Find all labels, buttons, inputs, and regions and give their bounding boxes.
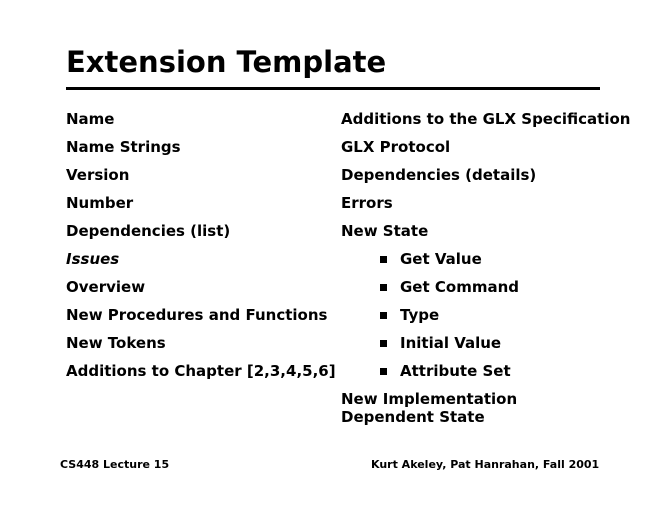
sub-item-get-command [341, 278, 631, 306]
list-item-new-impl-dependent-state: New Implementation Dependent State [341, 390, 518, 426]
sub-item-label: Get Value [400, 250, 482, 268]
sub-item-initial-value [341, 334, 631, 362]
list-item-new-tokens: New Tokens [66, 334, 166, 352]
sub-item-attribute-set [341, 362, 631, 390]
slide-title: Extension Template [66, 45, 387, 79]
list-item-name-strings: Name Strings [66, 138, 181, 156]
sub-item-label: Attribute Set [400, 362, 511, 380]
list-item-new-procedures: New Procedures and Functions [66, 306, 328, 324]
list-item-additions-to-chapter: Additions to Chapter [2,3,4,5,6] [66, 362, 336, 380]
list-item-version: Version [66, 166, 130, 184]
sub-item-label: Get Command [400, 278, 519, 296]
list-item-glx-protocol: GLX Protocol [341, 138, 451, 156]
square-bullet-icon [380, 284, 387, 291]
square-bullet-icon [380, 340, 387, 347]
sub-item-get-value [341, 250, 631, 278]
list-item-new-state: New State [341, 222, 429, 240]
sub-item-label: Type [400, 306, 440, 324]
footer-authors: Kurt Akeley, Pat Hanrahan, Fall 2001 [371, 458, 600, 471]
square-bullet-icon [380, 368, 387, 375]
square-bullet-icon [380, 312, 387, 319]
sub-item-label: Initial Value [400, 334, 502, 352]
list-item-glx-spec: Additions to the GLX Specification [341, 110, 631, 128]
footer-course: CS448 Lecture 15 [60, 458, 170, 471]
list-item-dependencies-list: Dependencies (list) [66, 222, 231, 240]
list-item-name: Name [66, 110, 115, 128]
list-item-errors: Errors [341, 194, 393, 212]
title-divider [66, 87, 600, 90]
list-item-dependencies-details: Dependencies (details) [341, 166, 537, 184]
sub-item-type [341, 306, 631, 334]
list-item-overview: Overview [66, 278, 146, 296]
right-column-list [341, 110, 631, 426]
left-column-list [66, 110, 336, 390]
square-bullet-icon [380, 256, 387, 263]
list-item-issues: Issues [66, 250, 120, 268]
list-item-number: Number [66, 194, 134, 212]
